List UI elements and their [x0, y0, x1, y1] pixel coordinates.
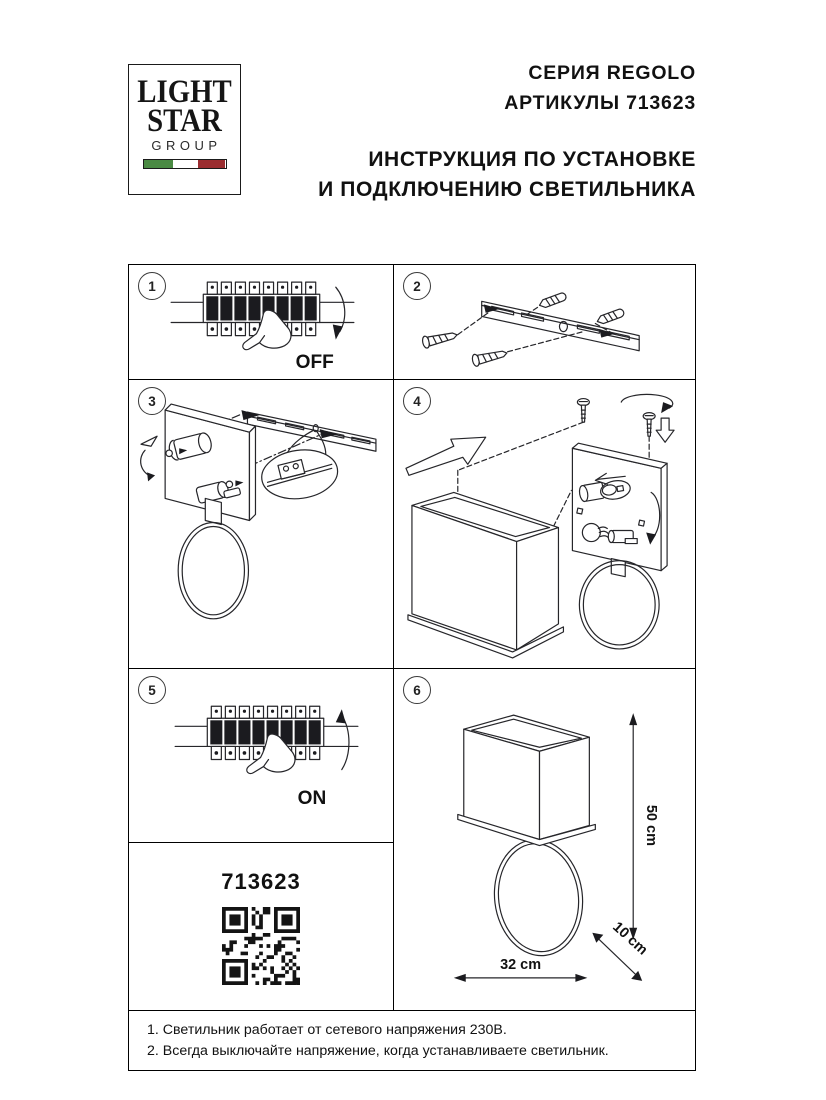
- step5-cell: [129, 669, 394, 843]
- width-dimension: [454, 957, 588, 982]
- on-label: ON: [297, 787, 327, 809]
- arrow-down-head: [333, 325, 343, 340]
- step6-number-badge: 6: [403, 676, 431, 704]
- step5-number-badge: 5: [138, 676, 166, 704]
- step2-number-badge: 2: [403, 272, 431, 300]
- decor-ring: [178, 522, 248, 618]
- title-block: [318, 58, 696, 205]
- depth-dimension: [592, 919, 650, 981]
- article-qr-cell: [129, 843, 394, 1011]
- logo-word-star: STAR: [147, 102, 222, 139]
- step1-number-badge: 1: [138, 272, 166, 300]
- flag-white-segment: [173, 160, 198, 168]
- articles-title: АРТИКУЛЫ 713623: [504, 92, 696, 114]
- step4-cell: [394, 380, 695, 669]
- dim-height-label: 50 cm: [643, 804, 660, 847]
- off-label: OFF: [295, 351, 334, 373]
- dim-width-label: 32 cm: [500, 956, 542, 973]
- height-dimension: [629, 713, 659, 940]
- arrow-up-head: [336, 709, 346, 723]
- direction-arrow: [406, 437, 486, 475]
- shade-box: [458, 715, 596, 845]
- article-number: 713623: [221, 869, 301, 894]
- instruction-table: [128, 264, 696, 1071]
- logo-word-light: LIGHT: [137, 73, 232, 110]
- breaker-on-illustration: [129, 669, 393, 842]
- step3-cell: [129, 380, 394, 669]
- notes-footer: [129, 1011, 695, 1070]
- dimensions-illustration: [394, 669, 695, 1010]
- flag-red-segment: [198, 160, 226, 168]
- decor-ring: [488, 835, 589, 961]
- step4-number-badge: 4: [403, 387, 431, 415]
- breaker-off-illustration: [129, 265, 393, 379]
- step3-number-badge: 3: [138, 387, 166, 415]
- qr-code: [222, 907, 300, 990]
- rotate-hint-arrow: [141, 436, 157, 446]
- backplate-mounting-illustration: [129, 380, 393, 668]
- series-title: СЕРИЯ REGOLO: [528, 62, 696, 84]
- ring-connector: [205, 498, 221, 524]
- footer-note-1: 1. Светильник работает от сетевого напряжения 230В.: [147, 1022, 507, 1038]
- italian-flag-bar: [143, 159, 227, 169]
- instruction-title-line2: И ПОДКЛЮЧЕНИЮ СВЕТИЛЬНИКА: [318, 178, 696, 201]
- bracket-plate: [482, 301, 639, 350]
- flag-green-segment: [144, 160, 174, 168]
- step1-cell: [129, 265, 394, 380]
- dim-depth-label: 10 cm: [609, 919, 651, 959]
- footer-note-2: 2. Всегда выключайте напряжение, когда устанавливаете светильник.: [147, 1043, 609, 1059]
- mounting-bracket-illustration: [394, 265, 695, 379]
- lightstar-logo-wordmark: [131, 73, 238, 139]
- step6-cell: [394, 669, 695, 1011]
- lightstar-logo: [128, 64, 241, 195]
- lamp-backplate: [572, 448, 661, 570]
- logo-word-group: GROUP: [151, 138, 222, 154]
- arrow-down-curve: [336, 287, 345, 331]
- pull-out-arrow: [656, 418, 674, 442]
- arrow-up-curve: [342, 715, 349, 769]
- shade-attachment-illustration: [394, 380, 695, 668]
- shade-box: [408, 492, 563, 658]
- instruction-title-line1: ИНСТРУКЦИЯ ПО УСТАНОВКЕ: [368, 148, 696, 171]
- step2-cell: [394, 265, 695, 380]
